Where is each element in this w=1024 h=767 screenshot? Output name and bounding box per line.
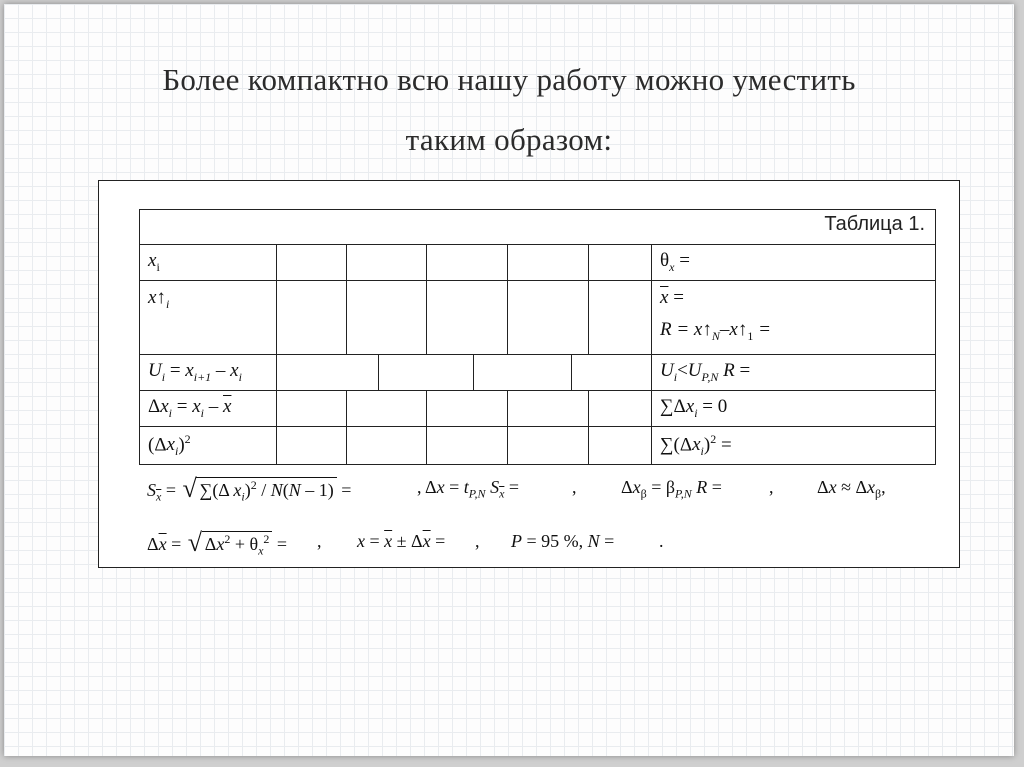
table-caption-row [140, 210, 935, 244]
table-cell [276, 355, 378, 390]
row-label-sorted-x: $x↑_i$ [148, 287, 170, 311]
table-row [140, 354, 935, 390]
formula-range-error: $\Delta x_\beta = \beta_{P,N}$ R = [621, 477, 722, 501]
data-table [139, 209, 936, 465]
formula-result: $x = \overline{x} \pm \Delta\overline{x}$ = [357, 531, 446, 551]
table-cell [346, 391, 426, 426]
table-cell [276, 281, 346, 354]
slide-title-line-2: таким образом: [405, 122, 613, 157]
table-row [140, 390, 935, 426]
table-cell [651, 245, 937, 280]
row-label-xi: $x_i$ [148, 250, 160, 274]
table-row [140, 280, 935, 354]
table-cell [588, 427, 651, 464]
formula-total-error: $\Delta\overline{x}$ = √ $\Delta x^2 + \theta_x^2$ = [147, 531, 287, 559]
table-cell [346, 281, 426, 354]
formula-separator: , [317, 531, 322, 551]
row-label-dxi: $\Delta x_i = x_i - \overline{x}$ [148, 396, 232, 420]
table-cell [276, 427, 346, 464]
table-cell [378, 355, 473, 390]
table-cell [588, 245, 651, 280]
table-cell [507, 281, 588, 354]
table-cell [651, 427, 937, 464]
formula-approx: $\Delta x \approx \Delta x_\beta$, [817, 477, 886, 501]
table-cell [588, 281, 651, 354]
table-cell [507, 245, 588, 280]
row-label-ui: $U_i = x_{i+1} - x_i$ [148, 360, 242, 384]
row-note-sum-dx-squared: $\sum(\Delta x_i)^2$ = [660, 432, 732, 459]
table-cell [651, 355, 937, 390]
formula-separator: , [769, 477, 774, 497]
table-cell [651, 391, 937, 426]
table-cell [588, 391, 651, 426]
table-cell [507, 391, 588, 426]
formula-confidence: P = 95 %, N = [511, 531, 615, 551]
row-note-mean: $\overline{x}$ = [660, 287, 684, 308]
table-figure [98, 180, 960, 568]
table-cell [426, 245, 507, 280]
table-row [140, 244, 935, 280]
formula-separator: , [572, 477, 577, 497]
table-cell [651, 281, 937, 354]
table-cell [473, 355, 571, 390]
slide [4, 4, 1014, 756]
slide-title-line-1: Более компактно всю нашу работу можно уместить [162, 62, 856, 97]
table-cell [276, 245, 346, 280]
row-note-range: $R = x↑_N-x↑_1$ = [660, 319, 771, 343]
table-cell [276, 391, 346, 426]
table-cell [507, 427, 588, 464]
table-cell [346, 427, 426, 464]
table-cell [426, 281, 507, 354]
table-cell [571, 355, 651, 390]
row-note-sum-dx: $\sum\Delta x_i = 0$ [660, 396, 728, 420]
formula-std-error: $S_{\overline{x}}$ = √ ∑(Δ $x_i)^2 / N(N - 1)$ = [147, 477, 351, 505]
table-caption: Таблица 1. [824, 213, 925, 235]
table-cell [346, 245, 426, 280]
table-row [140, 426, 935, 464]
formula-separator: , [475, 531, 480, 551]
formula-random-error: , $\Delta x = t_{P,N}$ $S_{\overline{x}}$ = [417, 477, 520, 501]
row-note-theta: $\theta_x$ = [660, 250, 690, 274]
formula-end: . [659, 531, 664, 551]
table-cell [426, 427, 507, 464]
table-cell [426, 391, 507, 426]
row-note-ui-test: $U_i<U_{P,N}$ R = [660, 360, 751, 384]
row-label-dxi-squared: $(\Delta x_i)^2$ [148, 432, 191, 459]
